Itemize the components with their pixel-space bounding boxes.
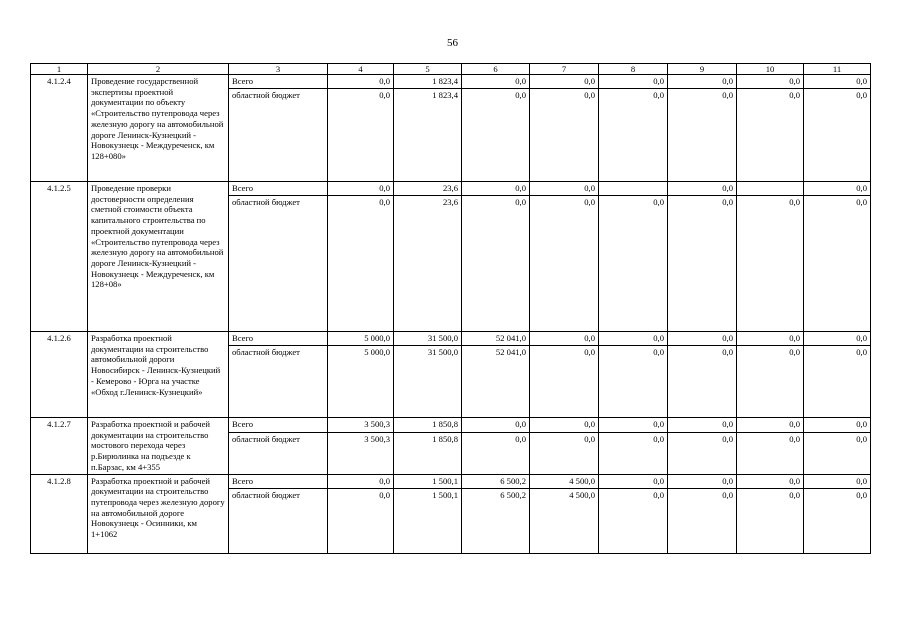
amount-cell: 0,0 [599, 474, 668, 488]
amount-cell: 0,0 [804, 196, 871, 332]
amount-cell: 0,0 [804, 488, 871, 553]
amount-cell: 0,0 [599, 89, 668, 182]
measure-code: 4.1.2.7 [31, 418, 88, 475]
funding-source: областной бюджет [229, 432, 328, 474]
amount-cell: 0,0 [328, 182, 394, 196]
amount-cell: 0,0 [530, 75, 599, 89]
amount-cell: 0,0 [804, 182, 871, 196]
amount-cell: 0,0 [599, 418, 668, 433]
amount-cell: 6 500,2 [462, 488, 530, 553]
amount-cell: 0,0 [328, 488, 394, 553]
amount-cell: 0,0 [462, 182, 530, 196]
amount-cell: 0,0 [462, 432, 530, 474]
column-number: 6 [462, 64, 530, 75]
measure-name: Разработка проектной и рабочей документации на строительство путепровода через железную дорогу на автомобильной дороге Новокузнецк - Осинники, км 1+1062 [88, 474, 229, 553]
amount-cell: 5 000,0 [328, 332, 394, 346]
amount-cell: 0,0 [462, 89, 530, 182]
amount-cell: 0,0 [668, 332, 737, 346]
amount-cell: 0,0 [530, 196, 599, 332]
amount-cell: 31 500,0 [394, 332, 462, 346]
table-row [31, 474, 871, 488]
table-row [31, 332, 871, 346]
amount-cell: 1 850,8 [394, 418, 462, 433]
measure-name: Проведение проверки достоверности определения сметной стоимости объекта капитального строительства по проектной документации «Строительство путепровода через железную дорогу на автомобильной дороге Ленинск-Кузнецкий - Новокузнецк - Междуреченск, км 128+08» [88, 182, 229, 332]
amount-cell [599, 182, 668, 196]
amount-cell: 0,0 [668, 89, 737, 182]
amount-cell: 0,0 [737, 432, 804, 474]
column-number: 10 [737, 64, 804, 75]
column-number: 4 [328, 64, 394, 75]
amount-cell: 0,0 [668, 418, 737, 433]
amount-cell: 0,0 [462, 75, 530, 89]
amount-cell: 0,0 [599, 75, 668, 89]
amount-cell: 0,0 [804, 418, 871, 433]
amount-cell: 23,6 [394, 196, 462, 332]
amount-cell: 0,0 [328, 75, 394, 89]
measure-code: 4.1.2.5 [31, 182, 88, 332]
column-number: 5 [394, 64, 462, 75]
amount-cell: 0,0 [599, 196, 668, 332]
amount-cell: 0,0 [737, 89, 804, 182]
amount-cell: 0,0 [599, 488, 668, 553]
measure-code: 4.1.2.8 [31, 474, 88, 553]
funding-source: областной бюджет [229, 488, 328, 553]
amount-cell: 0,0 [804, 346, 871, 418]
amount-cell: 0,0 [599, 432, 668, 474]
amount-cell: 0,0 [462, 418, 530, 433]
amount-cell: 52 041,0 [462, 332, 530, 346]
amount-cell: 1 850,8 [394, 432, 462, 474]
amount-cell: 6 500,2 [462, 474, 530, 488]
amount-cell: 0,0 [737, 196, 804, 332]
amount-cell: 5 000,0 [328, 346, 394, 418]
amount-cell: 0,0 [804, 332, 871, 346]
amount-cell: 3 500,3 [328, 432, 394, 474]
table-row [31, 182, 871, 196]
funding-source: Всего [229, 474, 328, 488]
amount-cell: 0,0 [737, 488, 804, 553]
amount-cell: 0,0 [804, 75, 871, 89]
amount-cell: 0,0 [599, 346, 668, 418]
funding-source: Всего [229, 75, 328, 89]
column-number: 7 [530, 64, 599, 75]
column-number: 11 [804, 64, 871, 75]
amount-cell: 0,0 [599, 332, 668, 346]
page-number: 56 [447, 37, 458, 49]
amount-cell: 0,0 [668, 75, 737, 89]
amount-cell: 52 041,0 [462, 346, 530, 418]
column-number-row [31, 64, 871, 75]
amount-cell: 0,0 [737, 474, 804, 488]
amount-cell: 0,0 [530, 332, 599, 346]
amount-cell: 0,0 [530, 346, 599, 418]
table-row [31, 75, 871, 89]
amount-cell: 0,0 [530, 418, 599, 433]
amount-cell: 0,0 [804, 89, 871, 182]
amount-cell: 0,0 [668, 474, 737, 488]
funding-source: областной бюджет [229, 346, 328, 418]
amount-cell: 0,0 [737, 346, 804, 418]
amount-cell: 0,0 [668, 432, 737, 474]
column-number: 2 [88, 64, 229, 75]
funding-source: Всего [229, 182, 328, 196]
amount-cell [737, 182, 804, 196]
amount-cell: 0,0 [804, 474, 871, 488]
funding-source: Всего [229, 418, 328, 433]
amount-cell: 1 500,1 [394, 474, 462, 488]
amount-cell: 0,0 [668, 196, 737, 332]
amount-cell: 0,0 [668, 346, 737, 418]
amount-cell: 0,0 [462, 196, 530, 332]
measure-name: Разработка проектной документации на строительство автомобильной дороги Новосибирск - Ленинск-Кузнецкий - Кемерово - Юрга на участке «Обход г.Ленинск-Кузнецкий» [88, 332, 229, 418]
amount-cell: 4 500,0 [530, 474, 599, 488]
amount-cell: 0,0 [530, 182, 599, 196]
amount-cell: 1 500,1 [394, 488, 462, 553]
amount-cell: 23,6 [394, 182, 462, 196]
column-number: 3 [229, 64, 328, 75]
table-row [31, 418, 871, 433]
amount-cell: 31 500,0 [394, 346, 462, 418]
amount-cell: 0,0 [804, 432, 871, 474]
amount-cell: 0,0 [530, 89, 599, 182]
amount-cell: 1 823,4 [394, 75, 462, 89]
amount-cell: 0,0 [328, 474, 394, 488]
budget-table [30, 63, 871, 554]
measure-name: Разработка проектной и рабочей документации на строительство мостового перехода через р.Бирюлинка на подъезде к п.Барзас, км 4+355 [88, 418, 229, 475]
amount-cell: 0,0 [668, 182, 737, 196]
amount-cell: 0,0 [737, 418, 804, 433]
funding-source: областной бюджет [229, 196, 328, 332]
amount-cell: 0,0 [328, 89, 394, 182]
column-number: 9 [668, 64, 737, 75]
amount-cell: 0,0 [530, 432, 599, 474]
funding-source: областной бюджет [229, 89, 328, 182]
measure-name: Проведение государственной экспертизы проектной документации по объекту «Строительство путепровода через железную дорогу на автомобильной дороге Ленинск-Кузнецкий - Новокузнецк - Междуреченск, км 128+080» [88, 75, 229, 182]
amount-cell: 0,0 [737, 332, 804, 346]
amount-cell: 0,0 [328, 196, 394, 332]
column-number: 8 [599, 64, 668, 75]
amount-cell: 0,0 [668, 488, 737, 553]
amount-cell: 1 823,4 [394, 89, 462, 182]
amount-cell: 0,0 [737, 75, 804, 89]
amount-cell: 3 500,3 [328, 418, 394, 433]
amount-cell: 4 500,0 [530, 488, 599, 553]
measure-code: 4.1.2.4 [31, 75, 88, 182]
funding-source: Всего [229, 332, 328, 346]
measure-code: 4.1.2.6 [31, 332, 88, 418]
column-number: 1 [31, 64, 88, 75]
